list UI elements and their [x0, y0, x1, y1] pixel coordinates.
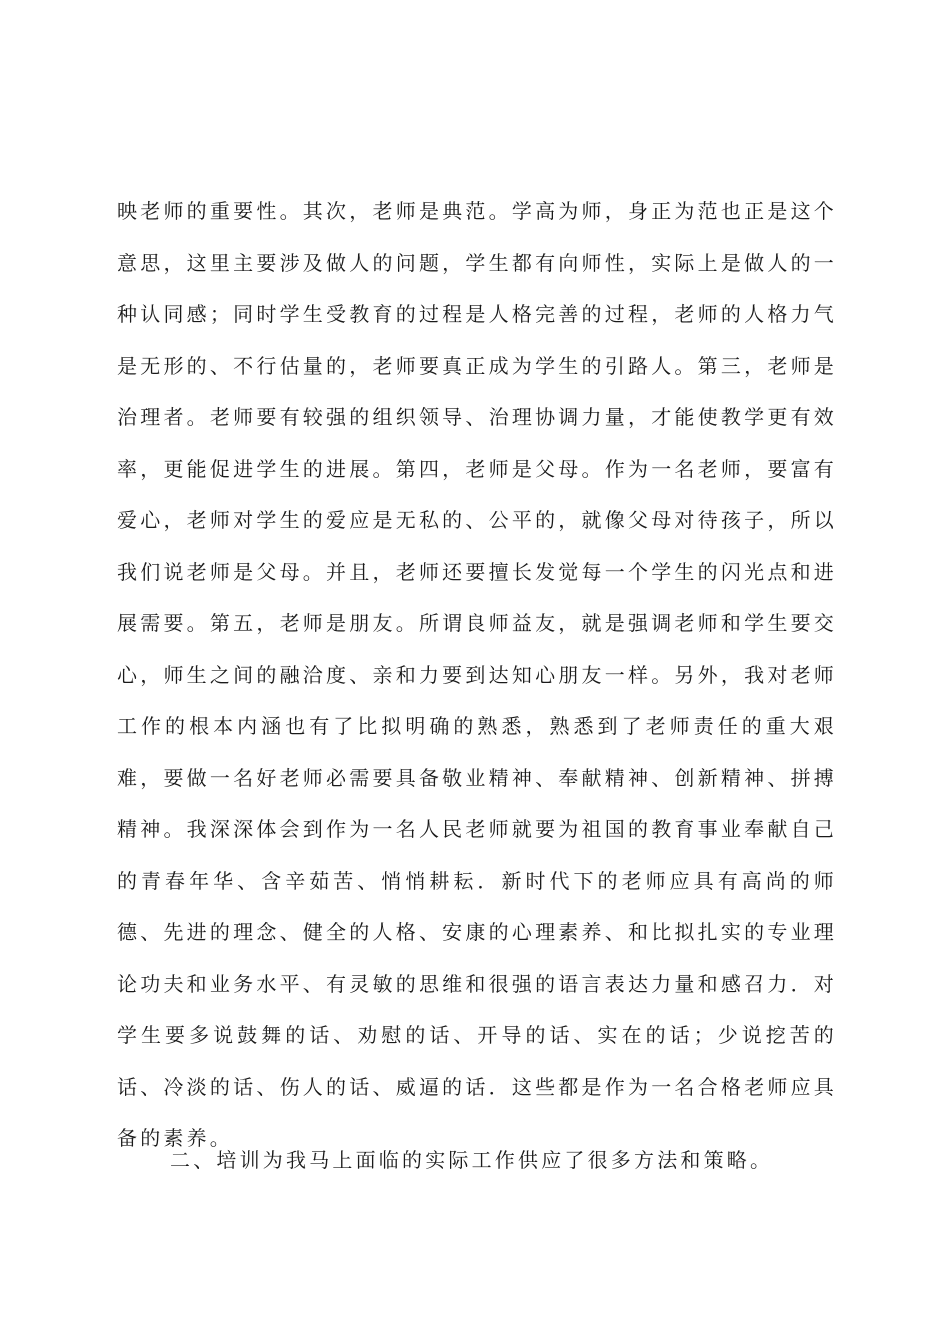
text-line: 种认同感；同时学生受教育的过程是人格完善的过程，老师的人格力气 [117, 302, 837, 326]
text-line: 工作的根本内涵也有了比拟明确的熟悉，熟悉到了老师责任的重大艰 [117, 714, 837, 738]
paragraph-1 [117, 186, 837, 1165]
text-line: 率，更能促进学生的进展。第四，老师是父母。作为一名老师，要富有 [117, 456, 837, 481]
text-line: 我们说老师是父母。并且，老师还要擅长发觉每一个学生的闪光点和进 [117, 559, 837, 584]
text-line: 话、冷淡的话、伤人的话、威逼的话．这些都是作为一名合格老师应具 [117, 1074, 837, 1099]
text-line: 备的素养。 [117, 1126, 233, 1150]
paragraph-2-heading: 二、培训为我马上面临的实际工作供应了很多方法和策略。 [170, 1148, 774, 1172]
text-line: 学生要多说鼓舞的话、劝慰的话、开导的话、实在的话；少说挖苦的 [117, 1023, 837, 1047]
text-line: 意思，这里主要涉及做人的问题，学生都有向师性，实际上是做人的一 [117, 250, 837, 275]
text-line: 难，要做一名好老师必需要具备敬业精神、奉献精神、创新精神、拼搏 [117, 765, 837, 790]
text-line: 论功夫和业务水平、有灵敏的思维和很强的语言表达力量和感召力．对 [117, 971, 837, 996]
text-line: 德、先进的理念、健全的人格、安康的心理素养、和比拟扎实的专业理 [117, 920, 837, 944]
text-line: 的青春年华、含辛茹苦、悄悄耕耘．新时代下的老师应具有高尚的师 [117, 868, 837, 893]
text-line: 映老师的重要性。其次，老师是典范。学高为师，身正为范也正是这个 [117, 199, 837, 223]
text-line: 展需要。第五，老师是朋友。所谓良师益友，就是强调老师和学生要交 [117, 611, 837, 635]
text-line: 精神。我深深体会到作为一名人民老师就要为祖国的教育事业奉献自己 [117, 817, 837, 841]
text-line: 心，师生之间的融洽度、亲和力要到达知心朋友一样。另外，我对老师 [117, 662, 837, 687]
text-line: 是无形的、不行估量的，老师要真正成为学生的引路人。第三，老师是 [117, 353, 837, 378]
text-line: 爱心，老师对学生的爱应是无私的、公平的，就像父母对待孩子，所以 [117, 508, 837, 532]
text-line: 治理者。老师要有较强的组织领导、治理协调力量，才能使教学更有效 [117, 405, 837, 429]
